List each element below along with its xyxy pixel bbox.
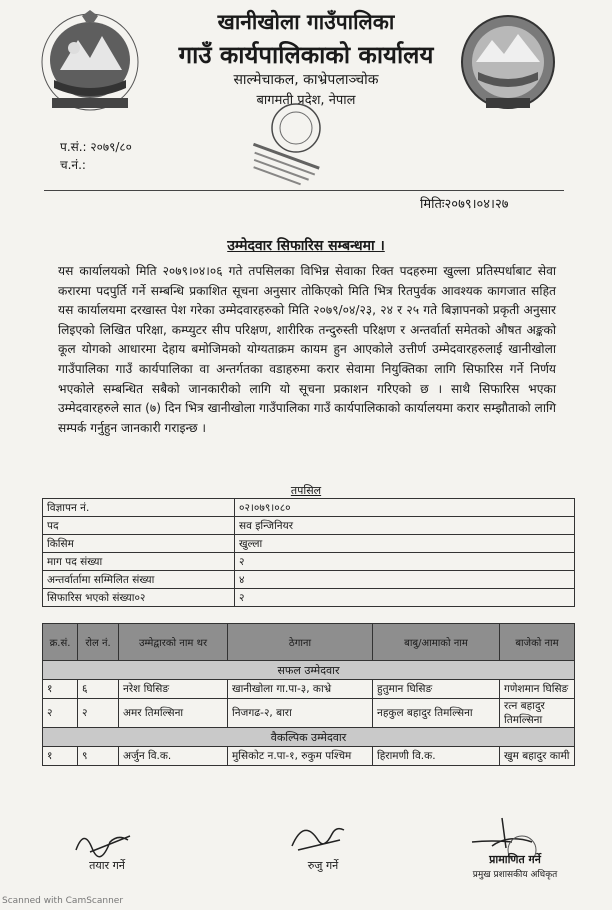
col-header-roll: रोल नं. (78, 624, 119, 661)
details-label: अन्तर्वार्तामा सम्मिलित संख्या (43, 571, 235, 589)
cell-address: खानीखोला गा.पा-३, काभ्रे (228, 680, 373, 699)
vacancy-details-table (42, 498, 575, 607)
cell-parent: हिरामणी वि.क. (373, 747, 500, 766)
col-header-grandparent: बाजेको नाम (500, 624, 575, 661)
details-row (43, 535, 575, 553)
details-value: सव इन्जिनियर (235, 517, 575, 535)
candidates-header-row (43, 624, 575, 661)
cell-grandparent: गणेशमान घिसिङ (500, 680, 575, 699)
scanner-watermark: Scanned with CamScanner (2, 896, 124, 906)
cell-serial: २ (43, 699, 78, 728)
header-office-name: गाउँ कार्यपालिकाको कार्यालय (178, 41, 434, 69)
candidates-table (42, 623, 575, 766)
cell-parent: हुतुमान घिसिङ (373, 680, 500, 699)
cell-name: नरेश घिसिङ (119, 680, 228, 699)
details-row (43, 589, 575, 607)
cell-roll: २ (78, 699, 119, 728)
section-label: सफल उम्मेदवार (43, 661, 575, 680)
office-stamp-icon (236, 100, 326, 200)
col-header-address: ठेगाना (228, 624, 373, 661)
document-date: मितिः२०७९।०४।२७ (420, 197, 509, 212)
municipality-logo-icon (458, 10, 558, 116)
signature-prepared-icon (70, 822, 140, 862)
col-header-parent: बाबु/आमाको नाम (373, 624, 500, 661)
cell-grandparent: रत्न बहादुर तिमल्सिना (500, 699, 575, 728)
header-province: बागमती प्रदेश, नेपाल (256, 93, 356, 108)
details-heading: तपसिल (290, 484, 322, 497)
signature-approved-label: प्रामाणित गर्ने (489, 853, 541, 866)
signature-checked-icon (284, 816, 354, 860)
details-value: २ (235, 589, 575, 607)
cell-grandparent: खुम बहादुर कामी (500, 747, 575, 766)
details-row (43, 517, 575, 535)
col-header-serial: क्र.सं. (43, 624, 78, 661)
signature-prepared-label: तयार गर्ने (89, 859, 125, 872)
details-row (43, 571, 575, 589)
cell-serial: १ (43, 680, 78, 699)
details-value: ०२।०७९।०८० (235, 499, 575, 517)
details-label: माग पद संख्या (43, 553, 235, 571)
details-row (43, 553, 575, 571)
signature-checked-label: रुजु गर्ने (307, 859, 339, 872)
table-row (43, 680, 575, 699)
header-address: साल्मेचाकल, काभ्रेपलाञ्चोक (233, 72, 379, 88)
notice-body: यस कार्यालयको मिति २०७९।०४।०६ गते तपसिलका विभिन्न सेवाका रिक्त पदहरुमा खुल्ला प्रतिस्पर्धाबाट सेवा करारमा पदपुर्ति गर्ने सम्बन्धि प्रकाशित सूचना अनुसार तोकिएको मिति भित्र रितपुर्वक आवश्यक कागजात सहित यस कार्यालयमा दरखास्त पेश गरेका उम्मेदवारहरुको मिति २०७९/०४/२३, २४ र २५ गते बिज्ञापनको प्रकृती अनुसार लिइएको लिखित परिक्षा, कम्प्युटर सीप परिक्षण, शारीरिक तन्दुरुस्ती परिक्षण र अन्तर्वार्ता समेतको औषत अङ्कको कूल योगको आधारमा देहाय बमोजिमको योग्यताक्रम कायम हुन आएकोले उत्तीर्ण उम्मेदवारहरुलाई खानीखोला गाउँपालिका गाउँ कार्यपालिका वा अन्तर्गतका वडाहरुमा करार सेवामा नियुक्तिका लागि सिफारिस गर्ने निर्णय भएकोले सम्बन्धित सबैको जानकारीको लागि यो सूचना प्रकाशन गरिएको छ । साथै सिफारिस भएका उम्मेदवारहरुले सात (७) दिन भित्र खानीखोला गाउँपालिका गाउँ कार्यपालिकाको कार्यालयमा करार सम्झौताको लागि सम्पर्क गर्नुहुन जानकारी गराइन्छ । (58, 264, 556, 435)
section-row (43, 728, 575, 747)
signature-approved-title: प्रमुख प्रशासकीय अधिकृत (472, 870, 558, 880)
header-municipality-name: खानीखोला गाउँपालिका (217, 10, 395, 34)
details-value: खुल्ला (235, 535, 575, 553)
cell-name: अमर तिमल्सिना (119, 699, 228, 728)
section-label: वैकल्पिक उम्मेदवार (43, 728, 575, 747)
subject-heading: उम्मेदवार सिफारिस सम्बन्धमा । (227, 238, 385, 254)
cell-serial: १ (43, 747, 78, 766)
cell-parent: नहकुल बहादुर तिमल्सिना (373, 699, 500, 728)
reference-number: प.सं.: २०७९/८० (60, 140, 132, 154)
dispatch-number: च.नं.: (60, 158, 86, 172)
details-label: विज्ञापन नं. (43, 499, 235, 517)
col-header-name: उम्मेद्वारको नाम थर (119, 624, 228, 661)
details-value: २ (235, 553, 575, 571)
nepal-emblem-icon (34, 10, 146, 116)
details-label: पद (43, 517, 235, 535)
section-row (43, 661, 575, 680)
table-row (43, 699, 575, 728)
cell-roll: ६ (78, 680, 119, 699)
cell-roll: ९ (78, 747, 119, 766)
details-value: ४ (235, 571, 575, 589)
details-label: किसिम (43, 535, 235, 553)
cell-address: निजगढ-२, बारा (228, 699, 373, 728)
table-row (43, 747, 575, 766)
cell-name: अर्जुन वि.क. (119, 747, 228, 766)
header-divider (44, 190, 564, 191)
cell-address: मुसिकोट न.पा-१, रुकुम पश्चिम (228, 747, 373, 766)
details-row (43, 499, 575, 517)
details-label: सिफारिस भएको संख्या०२ (43, 589, 235, 607)
